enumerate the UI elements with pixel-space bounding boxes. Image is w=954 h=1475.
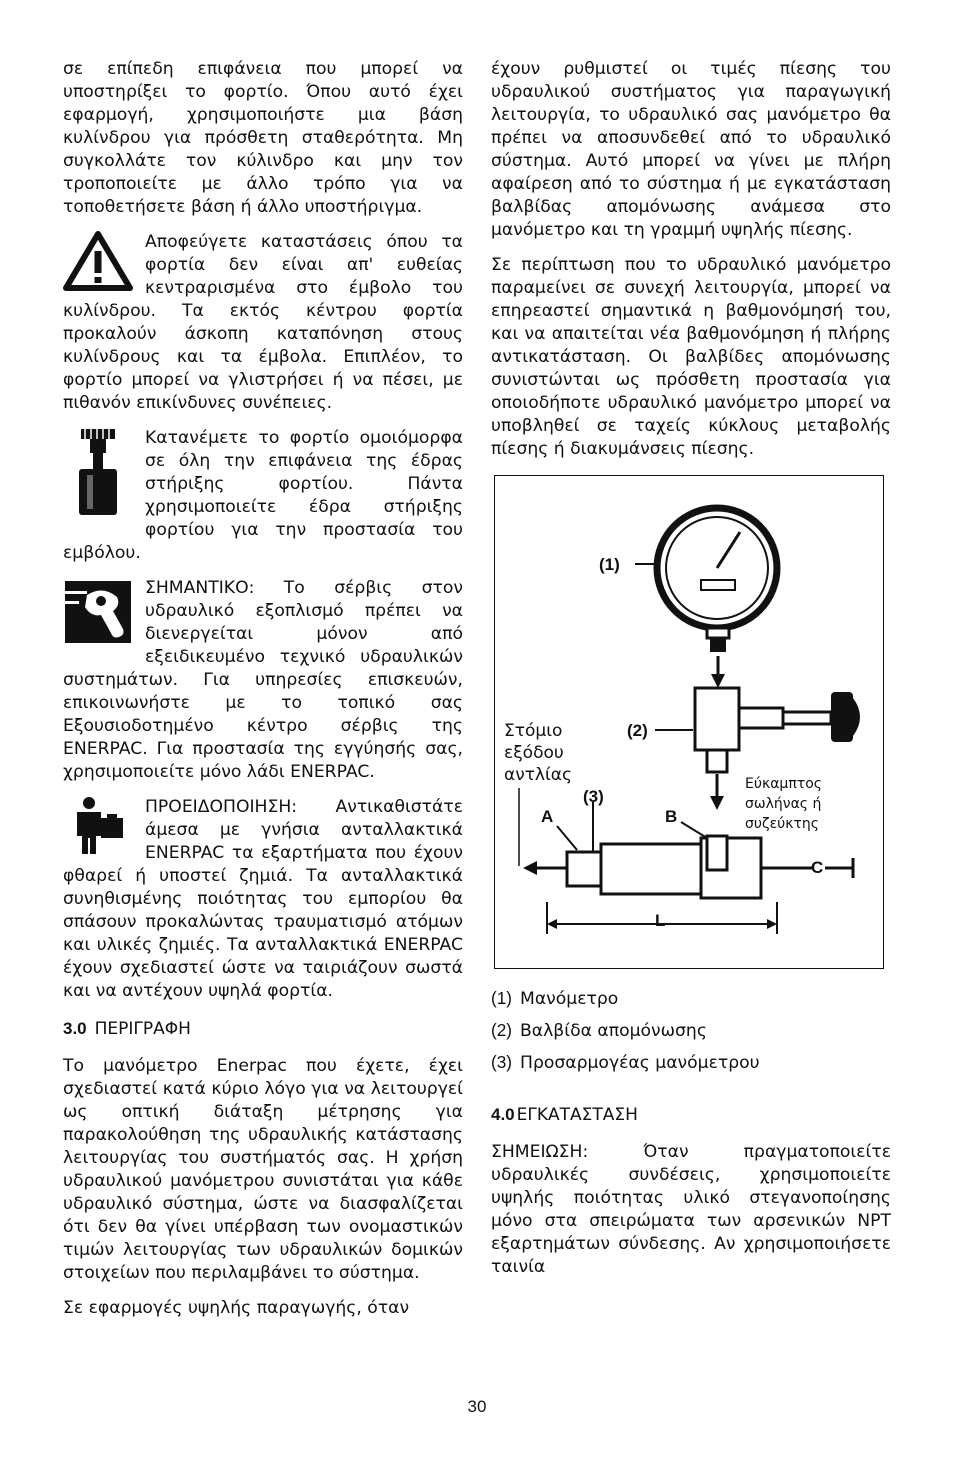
letter-l: L	[655, 911, 666, 930]
paragraph-base-support: σε επίπεδη επιφάνεια που μπορεί να υποστηρίξει το φορτίο. Όπου αυτό έχει εφαρμογή, χρησιμοποιήστε μια βάση κυλίνδρου για πρόσθετη σταθερότητα. Μη συγκολλάτε τον κύλινδρο και μην τον τροποποιείτε με άλλο τρόπο για να τοποθετήσετε βάση ή άλλο υποστήριγμα.	[63, 59, 463, 217]
warning-off-center	[63, 231, 463, 415]
load-saddle-icon	[63, 427, 133, 519]
warning-off-center-text: Αποφεύγετε καταστάσεις όπου τα φορτία δεν είναι απ' ευθείας κεντραρισμένα στο έμβολο του κυλίνδρου. Τα εκτός κέντρου φορτία προκαλούν άσκοπη καταπόνηση στους κυλίνδρους και τα έμβολα. Επιπλέον, το φορτίο μπορεί να γλιστρήσει ή να πέσει, με πιθανόν επικίνδυνες συνέπειες.	[63, 232, 463, 413]
warning-triangle-icon	[63, 231, 133, 291]
paragraph-description: Το μανόμετρο Enerpac που έχετε, έχει σχεδιαστεί κατά κύριο λόγο για να λειτουργεί ως οπτική διάταξη μέτρησης για παρακολούθηση της υδραυλικής κατάστασης λειτουργίας του συστήματός σας. Η χρήση υδραυλικού μανόμετρου συνιστάται για κάθε υδραυλικό σύστημα, ώστε να διασφαλίζεται ότι δεν θα γίνει υπέρβαση των ονομαστικών τιμών λειτουργίας των υδραυλικών δομικών στοιχείων που περιλαμβάνει το σύστημα.	[63, 1056, 463, 1283]
callout-3: (3)	[583, 787, 604, 806]
right-column	[491, 58, 891, 1291]
warning-replace-parts	[63, 796, 463, 1003]
warning-distribute-load-text: Κατανέμετε το φορτίο ομοιόμορφα σε όλη την επιφάνεια της έδρας στήριξης φορτίου. Πάντα χρησιμοποιείτε έδρα στήριξης φορτίου για την προστασία του εμβόλου.	[63, 428, 463, 563]
section-number: 4.0	[491, 1105, 515, 1124]
warning-replace-parts-text: ΠΡΟΕΙΔΟΠΟΙΗΣΗ: Αντικαθιστάτε άμεσα με γνήσια ανταλλακτικά ENERPAC τα εξαρτήματα που έχουν φθαρεί ή υποστεί ζημιά. Τα ανταλλακτικά συνηθισμένης ποιότητας του εμπορίου θα σπάσουν προκαλώντας τραυματισμό ατόμων και υλικές ζημιές. Τα ανταλλακτικά ENERPAC έχουν σχεδιαστεί ώστε να ταιριάζουν σωστά και να αντέχουν υψηλά φορτία.	[63, 797, 463, 1001]
section-title: ΕΓΚΑΤΑΣΤΑΣΗ	[516, 1105, 638, 1125]
paragraph-high-production: Σε εφαρμογές υψηλής παραγωγής, όταν	[63, 1298, 410, 1318]
legend-item: (1) Μανόμετρο	[491, 988, 619, 1009]
letter-b: B	[665, 807, 678, 826]
paragraph-installation-note: ΣΗΜΕΙΩΣΗ: Όταν πραγματοποιείτε υδραυλικές συνδέσεις, χρησιμοποιείτε υψηλής ποιότητας υλικό στεγανοποίησης μόνο στα σπειρώματα των αρσενικών NPT εξαρτημάτων σύνδεσης. Αν χρησιμοποιήσετε ταινία	[491, 1142, 891, 1277]
letter-c: C	[811, 858, 824, 877]
gauge-installation-figure	[494, 475, 884, 969]
letter-a: A	[541, 807, 554, 826]
label-hose-coupler: Εύκαμπτος σωλήνας ή συζεύκτης	[745, 776, 822, 832]
left-column	[63, 58, 463, 1332]
callout-2: (2)	[627, 721, 648, 740]
warning-distribute-load	[63, 427, 463, 565]
callout-1: (1)	[599, 555, 620, 574]
section-number: 3.0	[63, 1019, 87, 1038]
important-service-text: ΣΗΜΑΝΤΙΚΟ: Το σέρβις στον υδραυλικό εξοπλισμό πρέπει να διενεργείται μόνον από εξειδικευμένο τεχνικό υδραυλικών συστημάτων. Για υπηρεσίες επισκευών, επικοινωνήστε με το τοπικό σας Εξουσιοδοτημένο κέντρο σέρβις της ENERPAC. Για προστασία της εγγύησής σας, χρησιμοποιείτε μόνο λάδι ENERPAC.	[63, 578, 463, 782]
legend-item: (2) Βαλβίδα απομόνωσης	[491, 1020, 707, 1041]
mechanic-icon	[63, 796, 133, 856]
section-heading-description	[63, 1017, 463, 1041]
figure-legend	[491, 987, 891, 1075]
section-heading-installation	[491, 1103, 891, 1127]
paragraph-disconnect-gauge: έχουν ρυθμιστεί οι τιμές πίεσης του υδραυλικού συστήματος για παραγωγική λειτουργία, το υδραυλικό σας μανόμετρο θα πρέπει να αποσυνδεθεί από το υδραυλικό σύστημα. Αυτό μπορεί να γίνει με πλήρη αφαίρεση από το σύστημα ή με εγκατάσταση βαλβίδας απομόνωσης ανάμεσα στο μανόμετρο και τη γραμμή υψηλής πίεσης.	[491, 59, 891, 240]
section-title: ΠΕΡΙΓΡΑΦΗ	[94, 1019, 191, 1039]
important-service	[63, 577, 463, 784]
label-pump-outlet: Στόμιο εξόδου αντλίας	[504, 721, 572, 785]
wrench-icon	[63, 577, 133, 647]
page-number: 30	[467, 1397, 487, 1416]
legend-item: (3) Προσαρμογέας μανόμετρου	[491, 1052, 760, 1073]
paragraph-calibration: Σε περίπτωση που το υδραυλικό μανόμετρο παραμείνει σε συνεχή λειτουργία, μπορεί να επηρεαστεί σημαντικά η βαθμονόμησή του, και να απαιτείται νέα βαθμονόμηση ή πλήρης αντικατάσταση. Οι βαλβίδες απομόνωσης συνιστώνται ως πρόσθετη προστασία για οποιοδήποτε υδραυλικό μανόμετρο μπορεί να υποβληθεί σε ταχείς κύκλους μεταβολής πίεσης ή διακυμάνσεις πίεσης.	[491, 255, 891, 459]
